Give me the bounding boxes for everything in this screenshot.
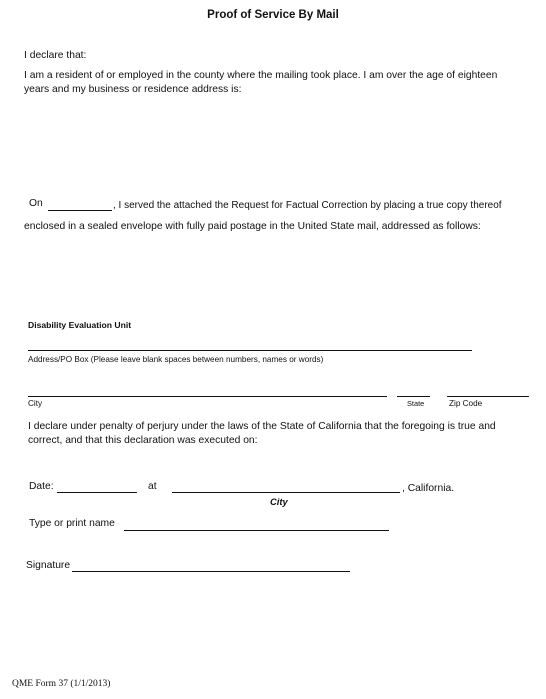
city-field[interactable] xyxy=(28,396,387,397)
address-label: Address/PO Box (Please leave blank spaces between numbers, names or words) xyxy=(28,355,324,364)
zip-field[interactable] xyxy=(447,396,529,397)
print-name-field[interactable] xyxy=(124,530,389,531)
enclosed-text: enclosed in a sealed envelope with fully paid postage in the United State mail, addressed as follows: xyxy=(24,221,481,232)
execution-city-field[interactable] xyxy=(172,492,400,493)
resident-line-1: I am a resident of or employed in the county where the mailing took place. I am over the age of eighteen xyxy=(24,70,498,81)
served-date-field[interactable] xyxy=(48,210,112,211)
form-title: Proof of Service By Mail xyxy=(207,9,339,21)
city-below-label: City xyxy=(270,496,288,507)
date-field[interactable] xyxy=(57,492,137,493)
signature-field[interactable] xyxy=(72,571,350,572)
signature-label: Signature xyxy=(26,560,71,571)
on-label: On xyxy=(29,198,43,209)
served-text: , I served the attached the Request for Factual Correction by placing a true copy thereof xyxy=(113,200,502,211)
declare-that-text: I declare that: xyxy=(24,50,87,61)
form-footer: QME Form 37 (1/1/2013) xyxy=(12,679,111,689)
print-name-label: Type or print name xyxy=(29,518,115,529)
at-label: at xyxy=(148,481,157,492)
unit-name: Disability Evaluation Unit xyxy=(28,320,132,330)
address-field[interactable] xyxy=(28,350,472,351)
penalty-line-1: I declare under penalty of perjury under the laws of the State of California that the foregoing is true and xyxy=(28,421,496,432)
california-label: , California. xyxy=(402,483,455,494)
resident-line-2: years and my business or residence address is: xyxy=(24,84,242,95)
state-field[interactable] xyxy=(397,396,430,397)
zip-label: Zip Code xyxy=(449,399,483,408)
state-label: State xyxy=(407,399,425,408)
city-label: City xyxy=(28,399,43,408)
penalty-line-2: correct, and that this declaration was executed on: xyxy=(28,435,258,446)
date-label: Date: xyxy=(29,481,54,492)
